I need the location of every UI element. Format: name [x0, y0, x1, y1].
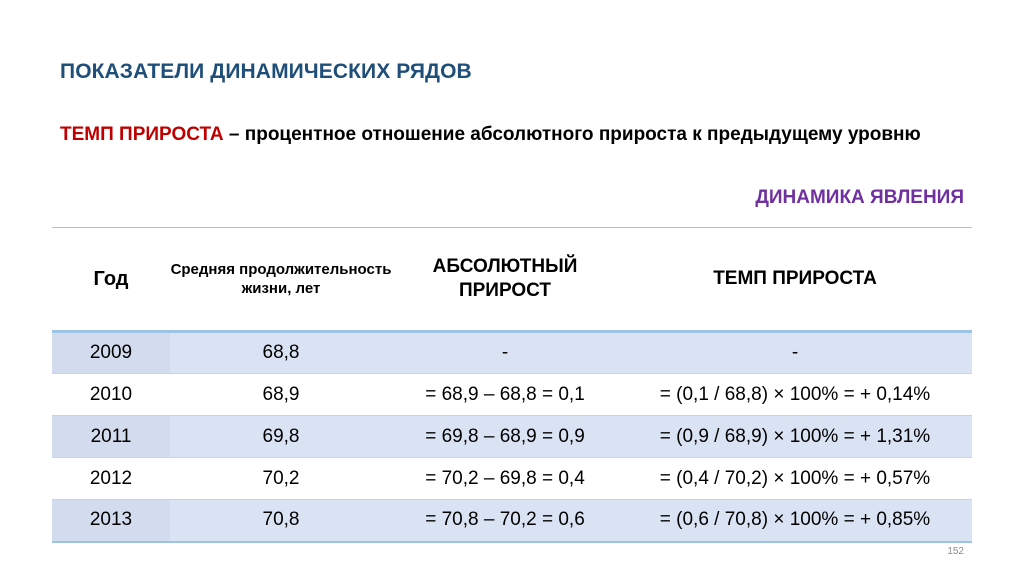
- cell-abs: = 69,8 – 68,9 = 0,9: [392, 416, 618, 458]
- cell-year: 2011: [52, 416, 170, 458]
- cell-rate: = (0,6 / 70,8) × 100% = + 0,85%: [618, 500, 972, 542]
- table-row: [52, 374, 972, 416]
- table-row: [52, 458, 972, 500]
- definition-term: ТЕМП ПРИРОСТА: [60, 124, 224, 145]
- cell-life: 68,8: [170, 332, 392, 374]
- cell-abs: -: [392, 332, 618, 374]
- table-row: [52, 500, 972, 542]
- table-row: [52, 332, 972, 374]
- table-subtitle: ДИНАМИКА ЯВЛЕНИЯ: [755, 187, 964, 208]
- page-number: 152: [947, 546, 964, 557]
- cell-rate: = (0,4 / 70,2) × 100% = + 0,57%: [618, 458, 972, 500]
- definition-text: – процентное отношение абсолютного прироста к предыдущему уровню: [223, 124, 921, 145]
- header-absolute-growth: АБСОЛЮТНЫЙ ПРИРОСТ: [392, 228, 618, 332]
- cell-year: 2009: [52, 332, 170, 374]
- cell-life: 68,9: [170, 374, 392, 416]
- cell-abs: = 70,8 – 70,2 = 0,6: [392, 500, 618, 542]
- cell-rate: -: [618, 332, 972, 374]
- cell-rate: = (0,1 / 68,8) × 100% = + 0,14%: [618, 374, 972, 416]
- definition-paragraph: [60, 120, 965, 150]
- header-life-expectancy: Средняя продолжительность жизни, лет: [170, 228, 392, 332]
- cell-rate: = (0,9 / 68,9) × 100% = + 1,31%: [618, 416, 972, 458]
- cell-year: 2012: [52, 458, 170, 500]
- header-growth-rate: ТЕМП ПРИРОСТА: [618, 228, 972, 332]
- cell-life: 69,8: [170, 416, 392, 458]
- cell-life: 70,2: [170, 458, 392, 500]
- cell-life: 70,8: [170, 500, 392, 542]
- table-header-row: [52, 228, 972, 332]
- table-row: [52, 416, 972, 458]
- cell-year: 2013: [52, 500, 170, 542]
- dynamics-table: [52, 227, 972, 543]
- cell-abs: = 70,2 – 69,8 = 0,4: [392, 458, 618, 500]
- cell-abs: = 68,9 – 68,8 = 0,1: [392, 374, 618, 416]
- slide-title: ПОКАЗАТЕЛИ ДИНАМИЧЕСКИХ РЯДОВ: [60, 60, 472, 83]
- header-year: Год: [52, 228, 170, 332]
- cell-year: 2010: [52, 374, 170, 416]
